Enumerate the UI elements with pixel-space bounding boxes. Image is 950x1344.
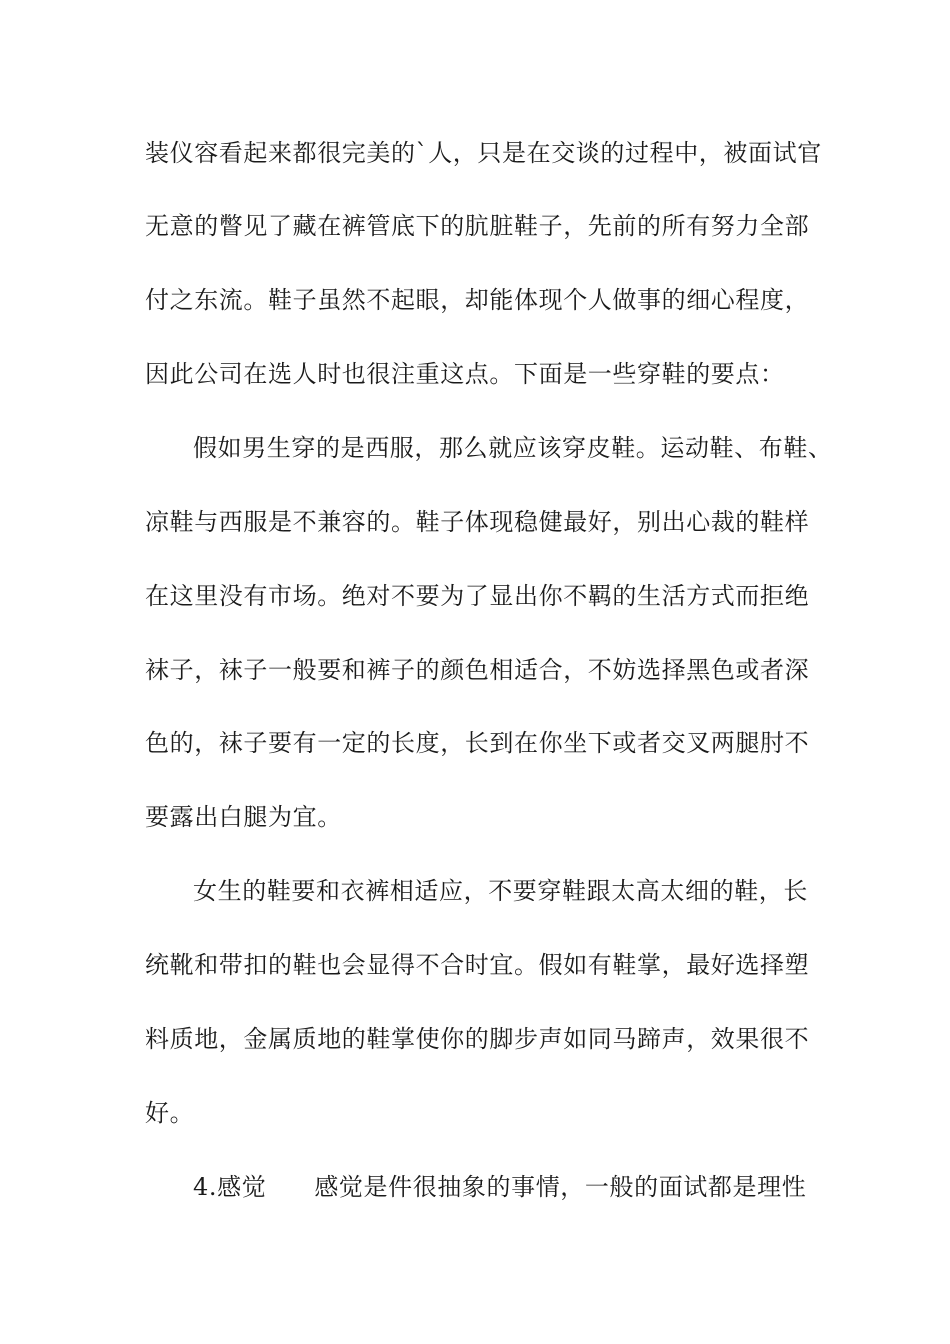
paragraph-start-line: 假如男生穿的是西服，那么就应该穿皮鞋。运动鞋、布鞋、 (193, 434, 833, 462)
text-line: 装仪容看起来都很完美的`人，只是在交谈的过程中，被面试官 (145, 139, 822, 167)
section-heading: 4.感觉 (193, 1173, 267, 1201)
text-line: 袜子，袜子一般要和裤子的颜色相适合，不妨选择黑色或者深 (145, 656, 810, 684)
text-line: 色的，袜子要有一定的长度，长到在你坐下或者交叉两腿肘不 (145, 729, 810, 757)
section-text: 感觉是件很抽象的事情，一般的面试都是理性 (314, 1173, 807, 1201)
section-line (193, 1167, 825, 1207)
text-line: 统靴和带扣的鞋也会显得不合时宜。假如有鞋掌，最好选择塑 (145, 951, 810, 979)
text-line: 因此公司在选人时也很注重这点。下面是一些穿鞋的要点： (145, 360, 785, 388)
text-line: 料质地，金属质地的鞋掌使你的脚步声如同马蹄声，效果很不 (145, 1025, 810, 1053)
paragraph-start-line: 女生的鞋要和衣裤相适应，不要穿鞋跟太高太细的鞋，长 (193, 877, 808, 905)
text-line: 要露出白腿为宜。 (145, 803, 342, 831)
text-line: 无意的瞥见了藏在裤管底下的肮脏鞋子，先前的所有努力全部 (145, 212, 810, 240)
text-line: 好。 (145, 1099, 195, 1127)
text-line: 凉鞋与西服是不兼容的。鞋子体现稳健最好，别出心裁的鞋样 (145, 508, 810, 536)
text-line: 付之东流。鞋子虽然不起眼，却能体现个人做事的细心程度， (145, 286, 810, 314)
text-line: 在这里没有市场。绝对不要为了显出你不羁的生活方式而拒绝 (145, 582, 810, 610)
